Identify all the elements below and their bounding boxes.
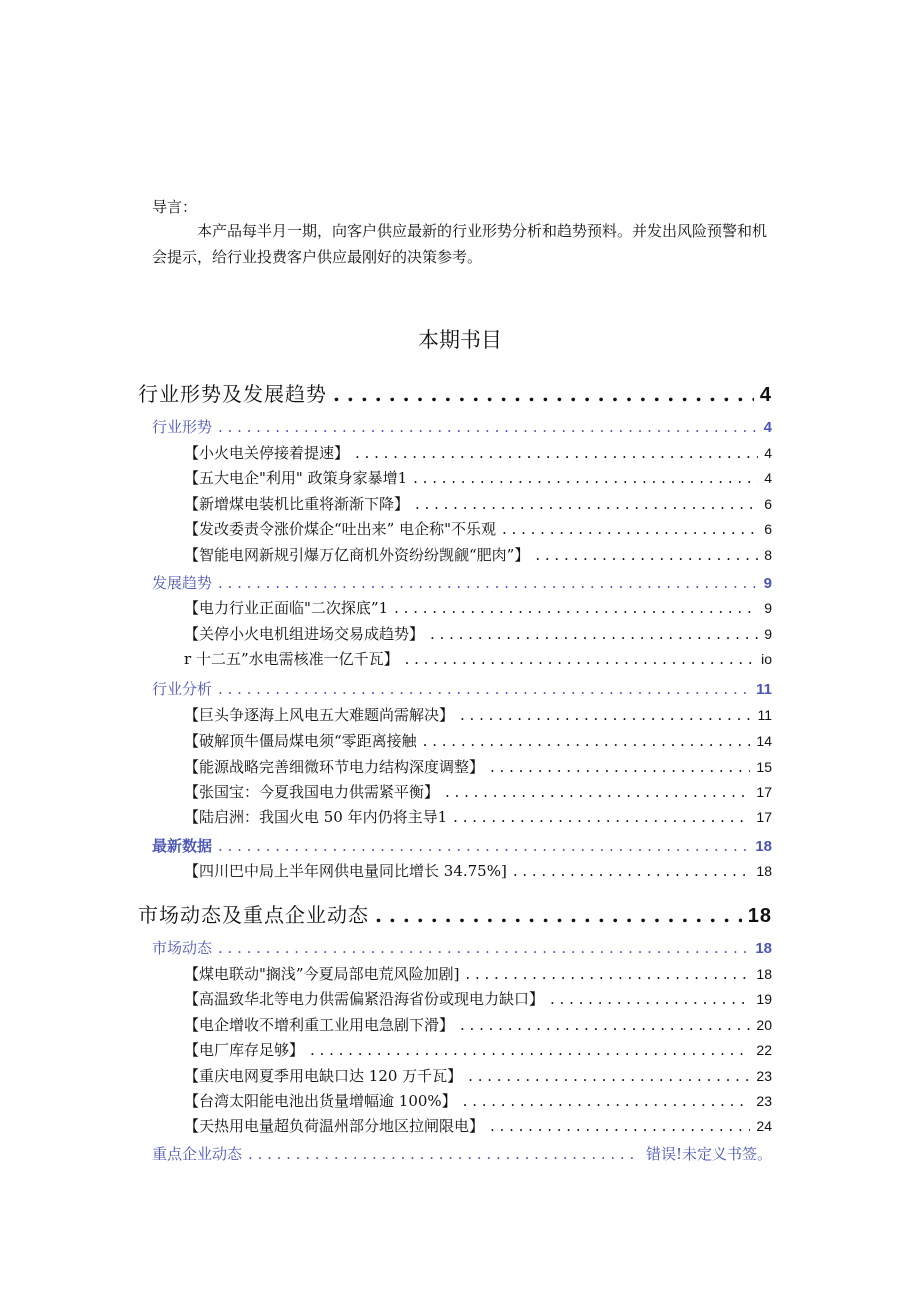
toc-entry-page: 4 (763, 419, 772, 436)
toc-entry-title: 【台湾太阳能电池出货量增幅逾 100%】 (184, 1092, 457, 1110)
toc-leader-dots (394, 599, 758, 617)
toc-entry-level3[interactable] (184, 756, 772, 777)
toc-entry-level2[interactable] (152, 572, 772, 593)
toc-entry-level3[interactable] (184, 648, 772, 669)
toc-entry-level2[interactable] (152, 1143, 772, 1164)
toc-entry-title: 最新数据 (152, 837, 213, 855)
toc-leader-dots (218, 418, 758, 436)
toc-entry-level3[interactable] (184, 1039, 772, 1060)
toc-entry-page: 4 (764, 470, 772, 486)
toc-entry-page: 14 (756, 733, 772, 749)
toc-leader-dots (445, 783, 750, 801)
toc-entry-level3[interactable] (184, 493, 772, 514)
toc-leader-dots (502, 520, 758, 538)
toc-entry-page: 11 (757, 707, 772, 723)
toc-entry-level3[interactable] (184, 730, 772, 751)
toc-entry-level3[interactable] (184, 781, 772, 802)
toc-entry-level3[interactable] (184, 963, 772, 984)
toc-entry-page: 9 (763, 575, 772, 592)
toc-entry-title: 【五大电企"利用" 政策身家暴增1 (184, 469, 408, 487)
toc-leader-dots (413, 469, 758, 487)
toc-entry-page: 19 (756, 991, 772, 1007)
toc-entry-title: 【张国宝：今夏我国电力供需紧平衡】 (184, 783, 440, 801)
toc-entry-title: 【能源战略完善细微环节电力结构深度调整】 (184, 758, 485, 776)
toc-leader-dots (423, 732, 751, 750)
toc-leader-dots (465, 965, 750, 983)
toc-entry-title: 【破解顶牛僵局煤电须“零距离接触 (184, 732, 417, 750)
toc-entry-level2[interactable] (152, 416, 772, 437)
toc-entry-page: 6 (764, 496, 772, 512)
toc-leader-dots (405, 650, 755, 668)
toc-entry-title: 【电企增收不增利重工业用电急剧下滑】 (184, 1016, 455, 1034)
toc-entry-page: 23 (756, 1068, 772, 1084)
toc-entry-page: io (761, 651, 772, 667)
toc-leader-dots (218, 680, 750, 698)
toc-entry-title: 【智能电网新规引爆万亿商机外资纷纷觊觎“肥肉”】 (184, 546, 530, 564)
toc-entry-page: 错误!未定义书签。 (645, 1145, 772, 1163)
toc-leader-dots (415, 495, 758, 513)
toc-entry-page: 17 (756, 809, 772, 825)
toc-entry-level3[interactable] (184, 1065, 772, 1086)
toc-entry-title: 【新增煤电装机比重将渐渐下降】 (184, 495, 410, 513)
toc-entry-level2[interactable] (152, 937, 772, 958)
toc-entry-level3[interactable] (184, 1014, 772, 1035)
toc-entry-level3[interactable] (184, 467, 772, 488)
toc-entry-title: 【高温致华北等电力供需偏紧沿海省份或现电力缺口】 (184, 990, 545, 1008)
toc-entry-page: 9 (764, 626, 772, 642)
toc-entry-title: 【重庆电网夏季用电缺口达 120 万千瓦】 (184, 1067, 463, 1085)
toc-entry-page: 17 (756, 784, 772, 800)
toc-entry-level2[interactable] (152, 835, 772, 856)
toc-entry-level1[interactable] (138, 378, 772, 407)
intro-text: 本产品每半月一期，向客户供应最新的行业形势分析和趋势预料。并发出风险预警和机会提示，给行业投费客户供应最刚好的决策参考。 (152, 222, 768, 266)
toc-entry-page: 11 (756, 681, 772, 698)
toc-entry-title: 【电力行业正面临"二次探底”1 (184, 599, 389, 617)
toc-entry-level3[interactable] (184, 704, 772, 725)
toc-entry-level3[interactable] (184, 623, 772, 644)
toc-entry-level3[interactable] (184, 1090, 772, 1111)
toc-entry-title: 发展趋势 (152, 574, 213, 592)
toc-leader-dots (248, 1145, 640, 1163)
toc-leader-dots (453, 808, 750, 826)
toc-entry-page: 18 (756, 863, 772, 879)
toc-leader-dots (355, 444, 758, 462)
toc-entry-level3[interactable] (184, 442, 772, 463)
toc-entry-page: 24 (756, 1118, 772, 1134)
toc-entry-title: 【发改委责令涨价煤企“吐出来” 电企称"不乐观 (184, 520, 497, 538)
toc-leader-dots (468, 1067, 750, 1085)
toc-leader-dots (490, 758, 750, 776)
toc-leader-dots (430, 625, 758, 643)
toc-leader-dots (218, 574, 758, 592)
toc-entry-page: 18 (747, 905, 772, 927)
toc-entry-level3[interactable] (184, 518, 772, 539)
toc-entry-title: 市场动态 (152, 939, 213, 957)
toc-entry-page: 15 (756, 759, 772, 775)
toc-entry-page: 18 (755, 940, 772, 957)
toc-entry-level3[interactable] (184, 806, 772, 827)
toc-leader-dots (463, 1092, 751, 1110)
toc-entry-level1[interactable] (138, 899, 772, 928)
toc-entry-level3[interactable] (184, 1115, 772, 1136)
toc-leader-dots (218, 939, 749, 957)
toc-entry-title: r 十二五”水电需核准一亿千瓦】 (184, 650, 399, 668)
toc-entry-page: 4 (764, 445, 772, 461)
toc-entry-page: 18 (755, 838, 772, 855)
toc-entry-page: 6 (764, 521, 772, 537)
toc-entry-title: 【关停小火电机组进场交易成趋势】 (184, 625, 425, 643)
toc-entry-page: 9 (764, 600, 772, 616)
toc-leader-dots (218, 837, 749, 855)
toc-leader-dots (310, 1041, 750, 1059)
toc-leader-dots (513, 862, 751, 880)
toc-entry-level3[interactable] (184, 597, 772, 618)
toc-leader-dots (375, 903, 742, 927)
toc-leader-dots (490, 1117, 750, 1135)
toc-title: 本期书目 (418, 328, 502, 352)
toc-entry-title: 【电厂库存足够】 (184, 1041, 305, 1059)
toc-entry-page: 18 (756, 966, 772, 982)
toc-entry-page: 22 (756, 1042, 772, 1058)
toc-entry-page: 20 (756, 1017, 772, 1033)
toc-entry-title: 【煤电联动"搁浅”今夏局部电荒风险加剧] (184, 965, 460, 983)
toc-entry-title: 行业形势 (152, 418, 213, 436)
toc-entry-level2[interactable] (152, 678, 772, 699)
toc-entry-page: 8 (764, 547, 772, 563)
toc-entry-title: 【巨头争逐海上风电五大难题尚需解决】 (184, 706, 455, 724)
toc-leader-dots (333, 382, 754, 406)
toc-leader-dots (460, 706, 751, 724)
toc-entry-page: 23 (756, 1093, 772, 1109)
toc-entry-level3[interactable] (184, 544, 772, 565)
toc-entry-title: 重点企业动态 (152, 1145, 243, 1163)
toc-entry-title: 【小火电关停接着提速】 (184, 444, 350, 462)
toc-leader-dots (550, 990, 750, 1008)
toc-entry-page: 4 (759, 384, 772, 406)
intro-label: 导言： (152, 198, 198, 216)
toc-entry-title: 行业形势及发展趋势 (138, 382, 327, 406)
toc-entry-title: 【陆启洲：我国火电 50 年内仍将主导1 (184, 808, 448, 826)
toc-entry-title: 【天热用电量超负荷温州部分地区拉闸限电】 (184, 1117, 485, 1135)
toc-entry-title: 行业分析 (152, 680, 213, 698)
toc-entry-title: 【四川巴中局上半年网供电量同比增长 34.75%] (184, 862, 507, 880)
toc-entry-level3[interactable] (184, 860, 772, 881)
toc-entry-title: 市场动态及重点企业动态 (138, 903, 369, 927)
toc-leader-dots (535, 546, 758, 564)
toc-leader-dots (460, 1016, 750, 1034)
toc-entry-level3[interactable] (184, 988, 772, 1009)
